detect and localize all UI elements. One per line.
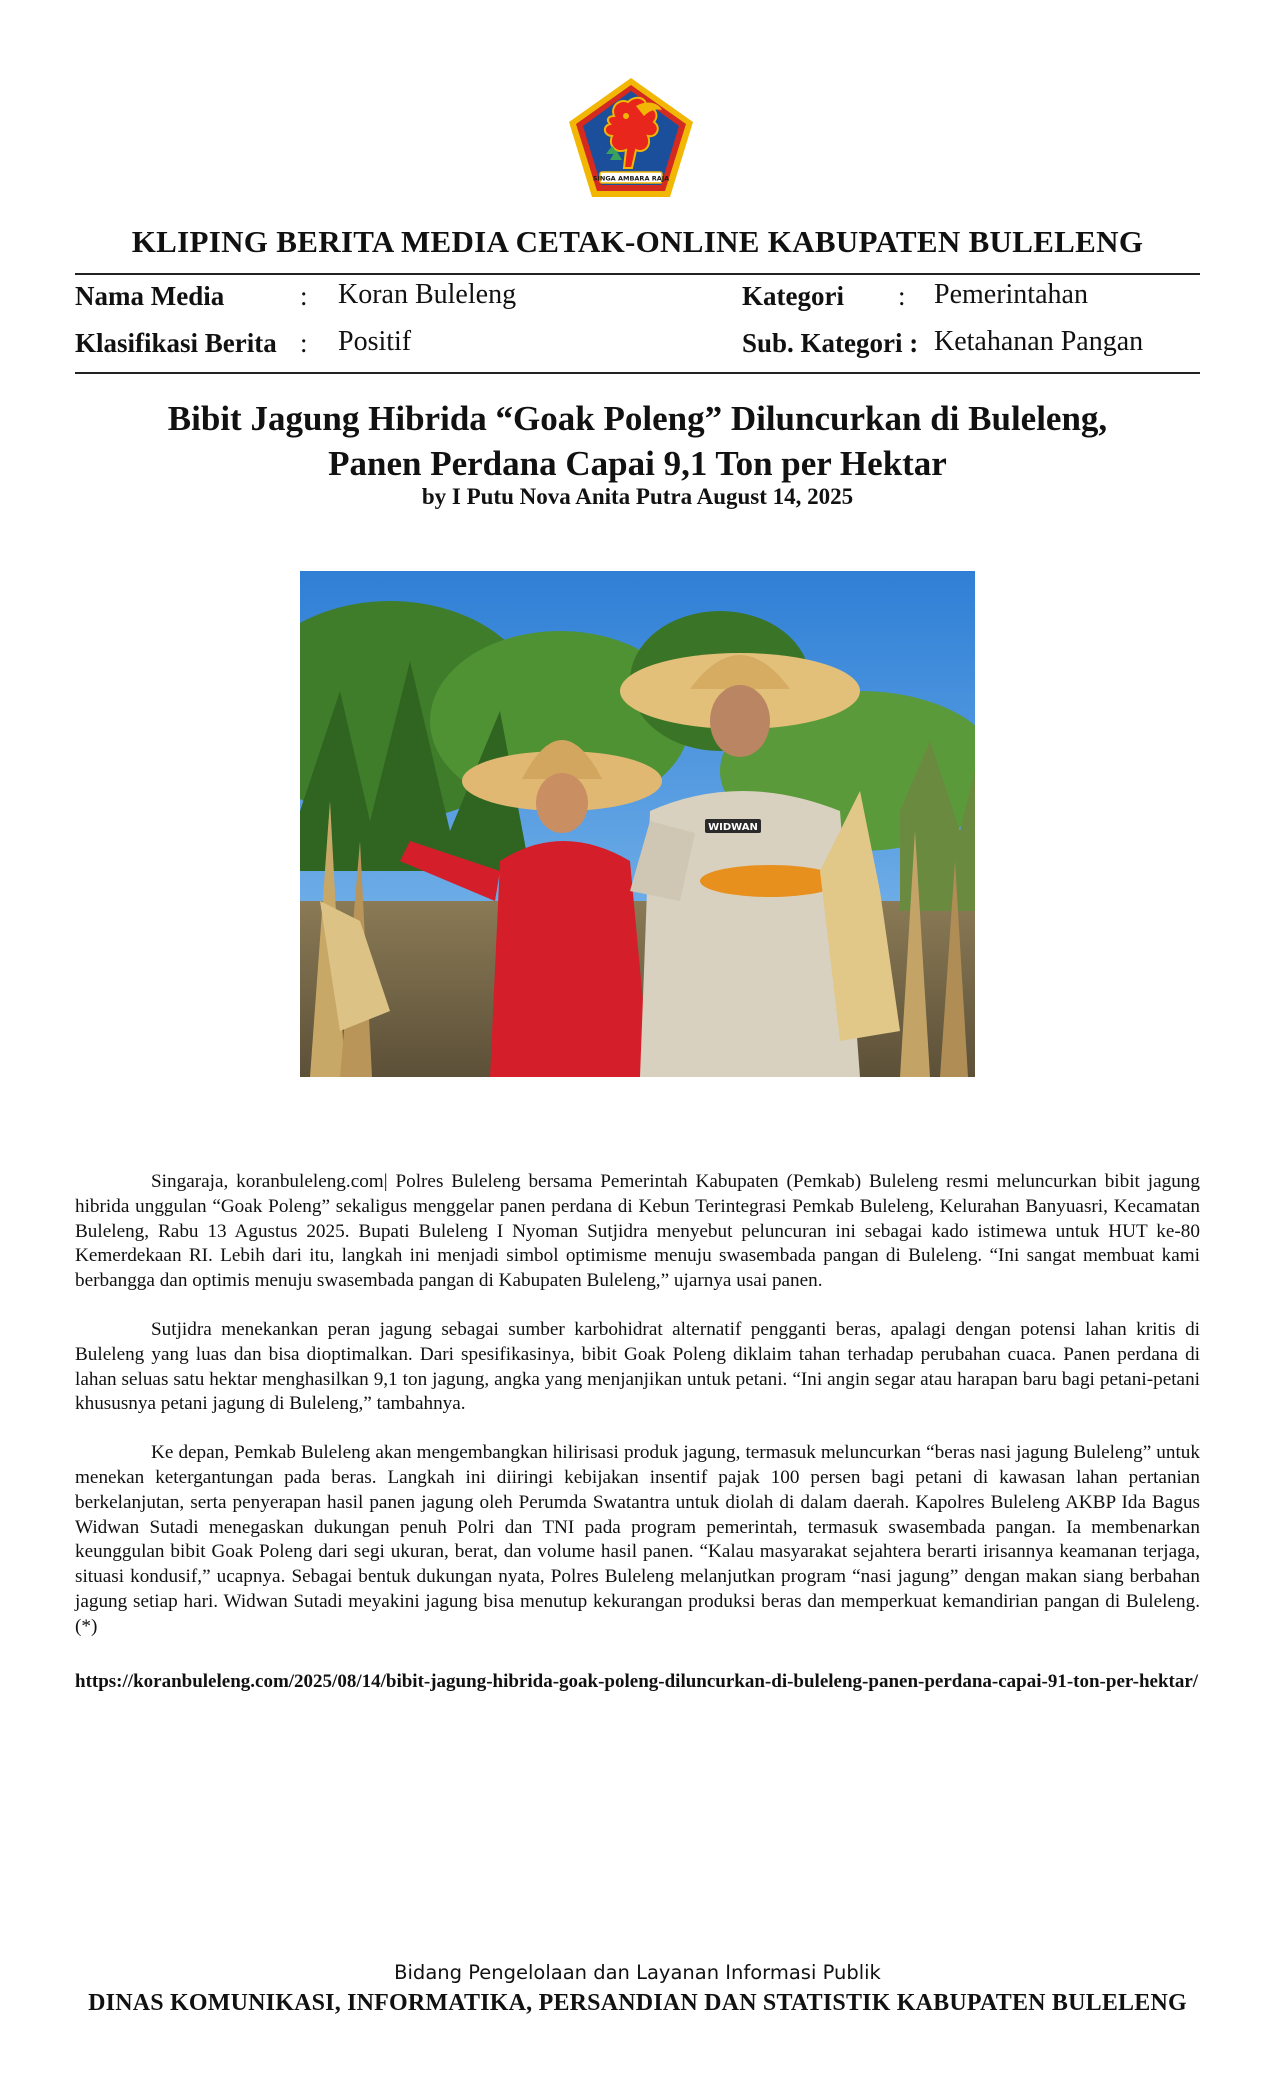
source-link[interactable]: https://koranbuleleng.com/2025/08/14/bibit-jagung-hibrida-goak-poleng-diluncurkan-di-buleleng-panen-perdana-capai-91-ton-per-hektar/ (75, 1671, 1199, 1692)
article-paragraph-3: Ke depan, Pemkab Buleleng akan mengembangkan hilirisasi produk jagung, termasuk meluncurkan “beras nasi jagung Buleleng” untuk menekan ketergantungan pada beras. Langkah ini diiringi kebijakan insentif pajak 100 persen bagi petani di kawasan lahan pertanian berkelanjutan, serta penyerapan hasil panen jagung oleh Perumda Swatantra untuk diolah di dalam daerah. Kapolres Buleleng AKBP Ida Bagus Widwan Sutadi menegaskan dukungan penuh Polri dan TNI pada program pemerintah, termasuk swasembada pangan. Ia membenarkan keunggulan bibit Goak Poleng dari segi ukuran, berat, dan volume hasil panen. “Kalau masyarakat sejahtera berarti irisannya keamanan terjaga, situasi kondusif,” ucapnya. Sebagai bentuk dukungan nyata, Polres Buleleng melanjutkan program “nasi jagung” dengan makan siang berbahan jagung setiap hari. Widwan Sutadi meyakini jagung bisa menutup kekurangan produksi beras dan memperkuat kemandirian pangan di Buleleng.(*) (75, 1442, 1200, 1637)
article-paragraph-1: Singaraja, koranbuleleng.com| Polres Buleleng bersama Pemerintah Kabupaten (Pemkab) Buleleng resmi meluncurkan bibit jagung hibrida unggulan “Goak Poleng” sekaligus menggelar panen perdana di Kebun Terintegrasi Pemkab Buleleng, Kelurahan Banyuasri, Kecamatan Buleleng, Rabu 13 Agustus 2025. Bupati Buleleng I Nyoman Sutjidra menyebut peluncuran ini sebagai kado istimewa untuk HUT ke-80 Kemerdekaan RI. Lebih dari itu, langkah ini menjadi simbol optimisme menuju swasembada pangan di Buleleng. “Ini sangat membuat kami berbangga dan optimis menuju swasembada pangan di Kabupaten Buleleng,” ujarnya usai panen. (75, 1171, 1200, 1292)
top-divider (75, 273, 1200, 275)
klasifikasi-value: Positif (338, 326, 412, 357)
crest-motto: SINGA AMBARA RAJA (592, 174, 670, 183)
sub-kategori-label: Sub. Kategori : (742, 328, 919, 358)
article-title (75, 396, 1200, 486)
article-byline: by I Putu Nova Anita Putra August 14, 2025 (421, 484, 854, 509)
nama-media-label: Nama Media (75, 281, 225, 311)
singa-ambara-raja-crest-icon (566, 76, 696, 200)
article-photo (300, 571, 975, 1077)
nama-media-value: Koran Buleleng (338, 279, 517, 310)
klasifikasi-label: Klasifikasi Berita (75, 328, 277, 358)
article-title-line-2: Panen Perdana Capai 9,1 Ton per Hektar (328, 444, 947, 483)
bottom-divider (75, 372, 1200, 374)
meta-separator: : (898, 281, 906, 311)
meta-nama-media-label (75, 281, 224, 312)
kategori-label: Kategori (742, 281, 844, 311)
regency-crest-logo (566, 76, 696, 200)
article-body (75, 1170, 1200, 1664)
footer-subtitle: Bidang Pengelolaan dan Layanan Informasi Publik (394, 1961, 881, 1984)
sub-kategori-value: Ketahanan Pangan (934, 326, 1144, 357)
footer-title: DINAS KOMUNIKASI, INFORMATIKA, PERSANDIAN DAN STATISTIK KABUPATEN BULELENG (88, 1990, 1187, 2016)
document-header-title: KLIPING BERITA MEDIA CETAK-ONLINE KABUPATEN BULELENG (131, 224, 1144, 259)
meta-separator: : (300, 281, 308, 311)
kategori-value: Pemerintahan (934, 279, 1088, 310)
meta-separator: : (300, 328, 308, 358)
article-title-line-1: Bibit Jagung Hibrida “Goak Poleng” Diluncurkan di Buleleng, (167, 399, 1108, 438)
article-paragraph-2: Sutjidra menekankan peran jagung sebagai sumber karbohidrat alternatif pengganti beras, apalagi dengan potensi lahan kritis di Buleleng yang luas dan bisa dioptimalkan. Dari spesifikasinya, bibit Goak Poleng diklaim tahan terhadap perubahan cuaca. Panen perdana di lahan seluas satu hektar menghasilkan 9,1 ton jagung, angka yang menjanjikan untuk petani. “Ini angin segar atau harapan baru bagi petani-petani khususnya petani jagung di Buleleng,” tambahnya. (75, 1318, 1200, 1415)
uniform-name-badge: WIDWAN (708, 822, 758, 833)
